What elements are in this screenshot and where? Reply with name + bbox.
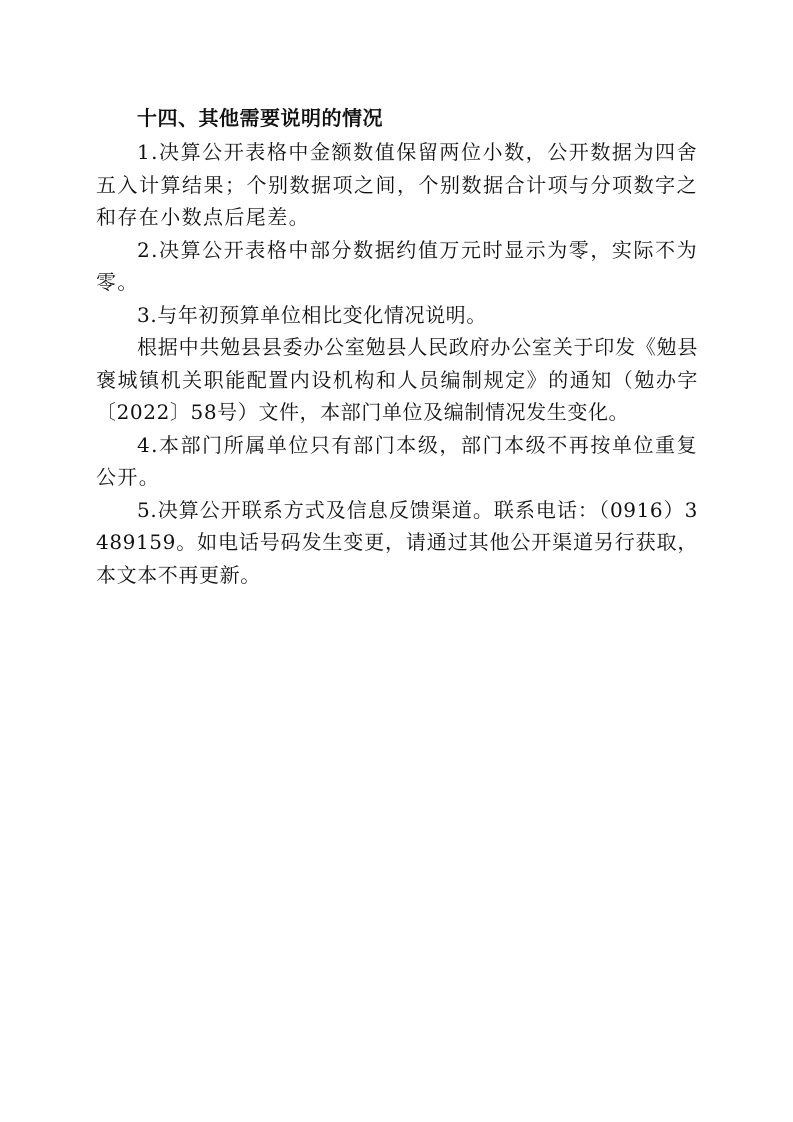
note-rounding: 1.决算公开表格中金额数值保留两位小数，公开数据为四舍五入计算结果；个别数据项之间，个别数据合计项与分项数字之和存在小数点后尾差。 xyxy=(96,140,698,229)
note-change-detail: 根据中共勉县县委办公室勉县人民政府办公室关于印发《勉县褒城镇机关职能配置内设机构和人员编制规定》的通知（勉办字〔2022〕58号）文件，本部门单位及编制情况发生变化。 xyxy=(96,335,698,424)
note-budget-change: 3.与年初预算单位相比变化情况说明。 xyxy=(137,302,487,327)
document-page xyxy=(96,100,698,591)
note-zero-display: 2.决算公开表格中部分数据约值万元时显示为零，实际不为零。 xyxy=(96,237,698,294)
note-unit-scope: 4.本部门所属单位只有部门本级，部门本级不再按单位重复公开。 xyxy=(96,432,698,489)
section-title: 十四、其他需要说明的情况 xyxy=(137,106,383,130)
note-contact: 5.决算公开联系方式及信息反馈渠道。联系电话：（0916）3489159。如电话号码发生变更，请通过其他公开渠道另行获取，本文本不再更新。 xyxy=(96,497,698,587)
